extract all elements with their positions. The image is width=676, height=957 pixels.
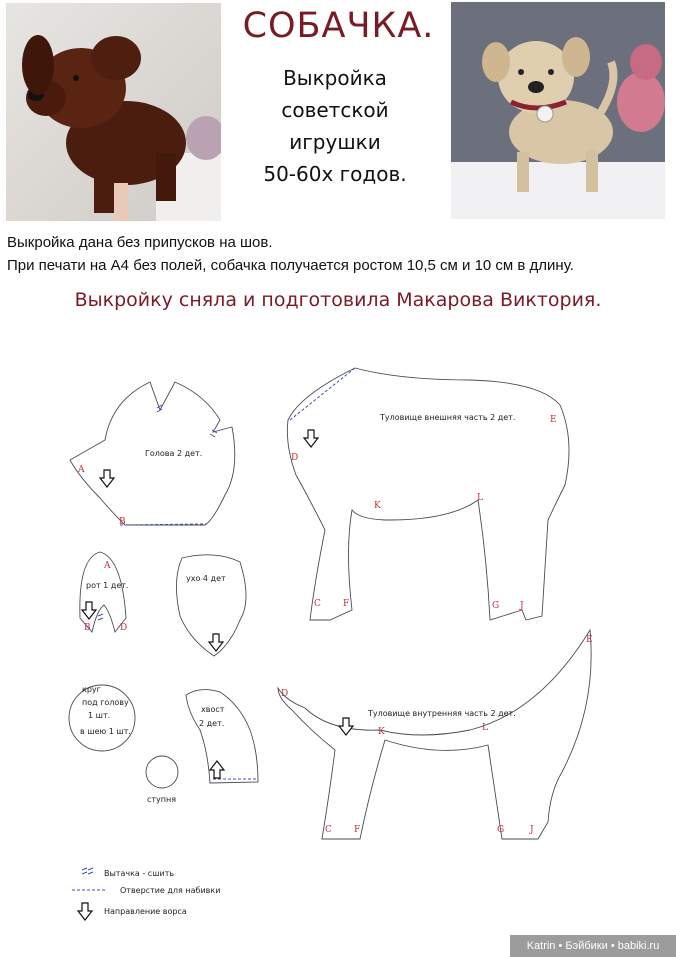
marker-f: F xyxy=(354,825,361,835)
marker-a: A xyxy=(78,465,85,475)
circle-label: в шею 1 шт. xyxy=(80,727,131,736)
marker-c: C xyxy=(314,599,321,609)
print-size-note: При печати на А4 без полей, собачка получается ростом 10,5 см и 10 см в длину. xyxy=(7,257,574,274)
marker-f: F xyxy=(343,599,350,609)
legend-dart-label: Вытачка - сшить xyxy=(104,869,175,878)
seam-allowance-note: Выкройка дана без припусков на шов. xyxy=(7,234,273,251)
marker-e: E xyxy=(586,635,593,645)
mouth-label: рот 1 дет. xyxy=(86,581,129,590)
marker-a: A xyxy=(104,561,111,571)
subtitle-line: игрушки xyxy=(289,130,381,154)
dart-legend-icon xyxy=(82,868,93,874)
beige-dog-photo xyxy=(451,2,665,219)
page-subtitle xyxy=(240,62,430,190)
legend xyxy=(72,868,220,920)
circle-piece xyxy=(69,685,135,751)
circle-label: под голову xyxy=(82,698,129,707)
circle-label: круг xyxy=(82,685,101,694)
head-label: Голова 2 дет. xyxy=(145,449,203,458)
subtitle-line: Выкройка xyxy=(283,66,387,90)
subtitle-line: советской xyxy=(281,98,389,122)
tail-label: хвост xyxy=(201,705,225,714)
marker-g: G xyxy=(492,601,500,611)
marker-d: D xyxy=(120,623,128,633)
marker-k: K xyxy=(378,727,385,737)
nap-arrow-icon xyxy=(209,634,223,651)
ear-label: ухо 4 дет xyxy=(186,574,226,583)
mouth-piece xyxy=(80,552,129,633)
nap-arrow-icon xyxy=(78,903,92,920)
foot-label: ступня xyxy=(147,795,177,804)
subtitle-line: 50-60х годов. xyxy=(263,162,407,186)
marker-j: J xyxy=(520,601,524,611)
head-piece xyxy=(70,382,235,527)
page-title: СОБАЧКА. xyxy=(242,6,435,46)
nap-arrow-icon xyxy=(82,602,96,619)
marker-k: K xyxy=(374,501,381,511)
marker-g: G xyxy=(497,825,505,835)
marker-d: D xyxy=(291,453,299,463)
body-inner-piece xyxy=(278,630,593,839)
marker-d: D xyxy=(281,689,289,699)
circle-label: 1 шт. xyxy=(88,711,111,720)
tail-label: 2 дет. xyxy=(199,719,225,728)
marker-l: L xyxy=(482,723,488,733)
tail-piece xyxy=(186,690,258,783)
nap-arrow-icon xyxy=(304,430,318,447)
body-inner-label: Туловище внутренняя часть 2 дет. xyxy=(368,709,516,718)
author-credit: Выкройку сняла и подготовила Макарова Виктория. xyxy=(74,289,602,311)
foot-piece xyxy=(146,756,178,804)
marker-e: E xyxy=(550,415,557,425)
legend-direction-label: Направление ворса xyxy=(104,907,187,916)
body-outer-label: Туловище внешняя часть 2 дет. xyxy=(380,413,516,422)
nap-arrow-icon xyxy=(210,761,224,778)
legend-opening-label: Отверстие для набивки xyxy=(120,886,221,895)
brown-dog-photo xyxy=(6,3,221,221)
sewing-pattern xyxy=(0,320,676,935)
marker-b: B xyxy=(84,623,91,633)
marker-c: C xyxy=(325,825,332,835)
marker-b: B xyxy=(119,517,126,527)
body-outer-piece xyxy=(287,368,569,620)
marker-l: L xyxy=(477,493,483,503)
ear-piece xyxy=(176,555,246,656)
marker-j: J xyxy=(530,825,534,835)
nap-arrow-icon xyxy=(339,718,353,735)
site-watermark: Katrin • Бэйбики • babiki.ru xyxy=(510,935,676,957)
nap-arrow-icon xyxy=(100,470,114,487)
